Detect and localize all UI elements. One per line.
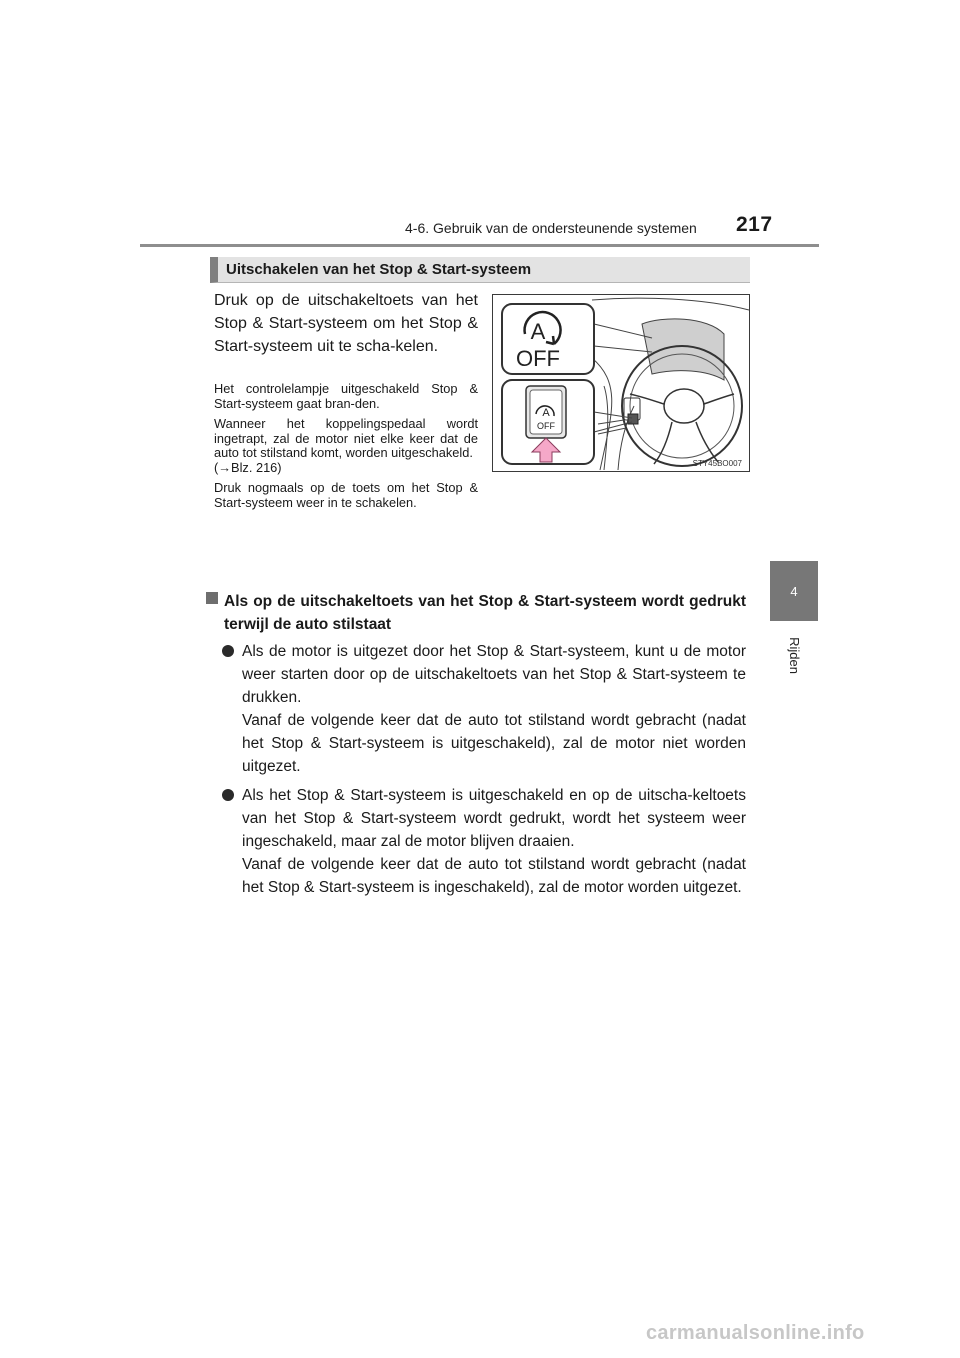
round-bullet-icon (222, 645, 234, 657)
bullet-text: Als de motor is uitgezet door het Stop & Start-systeem, kunt u de motor weer starten door op de uitschakeltoets van het Stop & Start-systeem te drukken. (242, 643, 746, 706)
section-heading: Uitschakelen van het Stop & Start-systeem (210, 257, 750, 283)
switch-symbol-letter: A (542, 407, 550, 419)
note-indicator: Het controlelampje uitgeschakeld Stop & Start-systeem gaat bran-den. (214, 381, 478, 411)
intro-paragraph: Druk op de uitschakeltoets van het Stop & Start-systeem om het Stop & Start-systeem uit te scha-kelen. (214, 292, 478, 355)
bullet-list (242, 640, 746, 905)
bullet-detail: Vanaf de volgende keer dat de auto tot stilstand wordt gebracht (nadat het Stop & Start-systeem is ingeschakeld), zal de motor worden uitgezet. (242, 856, 746, 896)
header-rule (140, 244, 819, 247)
list-item (242, 640, 746, 778)
chapter-title: Rijden (786, 636, 802, 674)
dashboard-illustration (492, 294, 750, 472)
chapter-label (770, 625, 818, 685)
note-reactivate: Druk nogmaals op de toets om het Stop & Start-systeem weer in te schakelen. (214, 480, 478, 510)
subsection-heading (224, 590, 746, 636)
bullet-detail: Vanaf de volgende keer dat de auto tot stilstand wordt gebracht (nadat het Stop & Start-systeem is uitgeschakeld), zal de motor niet worden uitgezet. (242, 712, 746, 775)
running-head: 4-6. Gebruik van de ondersteunende systemen (405, 220, 697, 236)
figure-code: STY45BO007 (692, 459, 742, 468)
note-page-reference: (→Blz. 216) (214, 459, 282, 475)
list-item (242, 784, 746, 899)
square-bullet-icon (206, 592, 218, 604)
round-bullet-icon (222, 789, 234, 801)
switch-off-text: OFF (537, 421, 555, 431)
note-clutch: Wanneer het koppelingspedaal wordt ingetrapt, zal de motor niet elke keer dat de auto tot stilstand komt, worden uitgeschakeld. (214, 416, 478, 460)
subsection-heading-text: Als op de uitschakeltoets van het Stop & Start-systeem wordt gedrukt terwijl de auto stilstaat (224, 593, 746, 633)
callout-symbol-letter: A (530, 319, 546, 344)
bullet-text: Als het Stop & Start-systeem is uitgeschakeld en op de uitscha-keltoets van het Stop & Start-systeem wordt gedrukt, wordt het systeem weer ingeschakeld, maar zal de motor blijven draaien. (242, 787, 746, 850)
watermark: carmanualsonline.info (646, 1322, 865, 1344)
notes (214, 382, 478, 516)
chapter-tab (770, 561, 818, 621)
stop-start-switch-illustration (492, 294, 750, 472)
page-number: 217 (736, 213, 773, 236)
callout-off-text: OFF (516, 346, 560, 371)
chapter-number: 4 (790, 583, 798, 599)
